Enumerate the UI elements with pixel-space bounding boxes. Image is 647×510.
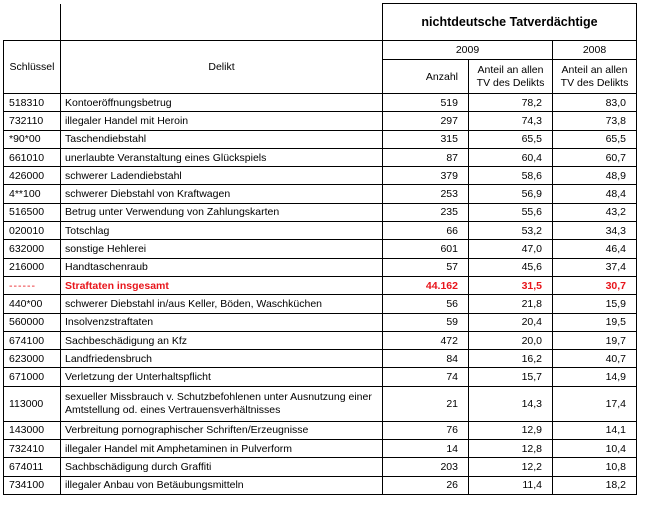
cell-anteil-2009: 58,6 bbox=[469, 167, 553, 185]
cell-anteil-2009: 65,5 bbox=[469, 130, 553, 148]
cell-anteil-2009: 60,4 bbox=[469, 148, 553, 166]
cell-anteil-2008: 10,4 bbox=[553, 440, 637, 458]
cell-anteil-2008: 19,7 bbox=[553, 331, 637, 349]
cell-anteil-2009: 74,3 bbox=[469, 112, 553, 130]
cell-key: 632000 bbox=[4, 240, 61, 258]
cell-anzahl: 14 bbox=[383, 440, 469, 458]
cell-key: 732410 bbox=[4, 440, 61, 458]
cell-anteil-2008: 30,7 bbox=[553, 276, 637, 294]
cell-delikt: schwerer Ladendiebstahl bbox=[61, 167, 383, 185]
column-header-anteil-2008: Anteil an allen TV des Delikts bbox=[553, 60, 637, 94]
cell-anteil-2009: 20,0 bbox=[469, 331, 553, 349]
cell-anteil-2008: 19,5 bbox=[553, 313, 637, 331]
cell-anteil-2008: 14,1 bbox=[553, 421, 637, 439]
cell-key: 674100 bbox=[4, 331, 61, 349]
cell-anteil-2009: 78,2 bbox=[469, 94, 553, 112]
cell-delikt: Verletzung der Unterhaltspflicht bbox=[61, 368, 383, 386]
cell-anteil-2008: 46,4 bbox=[553, 240, 637, 258]
cell-anzahl: 235 bbox=[383, 203, 469, 221]
cell-anteil-2009: 12,2 bbox=[469, 458, 553, 476]
cell-anteil-2009: 16,2 bbox=[469, 350, 553, 368]
cell-anteil-2009: 31,5 bbox=[469, 276, 553, 294]
cell-anteil-2008: 40,7 bbox=[553, 350, 637, 368]
cell-anteil-2009: 45,6 bbox=[469, 258, 553, 276]
cell-anteil-2009: 12,9 bbox=[469, 421, 553, 439]
cell-delikt: Totschlag bbox=[61, 222, 383, 240]
table-row bbox=[4, 476, 637, 494]
cell-anteil-2008: 14,9 bbox=[553, 368, 637, 386]
cell-anteil-2008: 34,3 bbox=[553, 222, 637, 240]
cell-delikt: Insolvenzstraftaten bbox=[61, 313, 383, 331]
cell-key: *90*00 bbox=[4, 130, 61, 148]
cell-delikt: Taschendiebstahl bbox=[61, 130, 383, 148]
table-row bbox=[4, 203, 637, 221]
cell-delikt: sonstige Hehlerei bbox=[61, 240, 383, 258]
cell-delikt: Landfriedensbruch bbox=[61, 350, 383, 368]
cell-key: 4**100 bbox=[4, 185, 61, 203]
table-row bbox=[4, 313, 637, 331]
cell-key: 020010 bbox=[4, 222, 61, 240]
cell-anteil-2008: 10,8 bbox=[553, 458, 637, 476]
year-header-2009: 2009 bbox=[383, 41, 553, 60]
table-row bbox=[4, 458, 637, 476]
cell-key: 426000 bbox=[4, 167, 61, 185]
cell-delikt: schwerer Diebstahl in/aus Keller, Böden, Waschküchen bbox=[61, 295, 383, 313]
cell-delikt: Verbreitung pornographischer Schriften/Erzeugnisse bbox=[61, 421, 383, 439]
table-row bbox=[4, 331, 637, 349]
cell-delikt: schwerer Diebstahl von Kraftwagen bbox=[61, 185, 383, 203]
cell-anteil-2009: 47,0 bbox=[469, 240, 553, 258]
cell-delikt: illegaler Handel mit Heroin bbox=[61, 112, 383, 130]
table-row bbox=[4, 240, 637, 258]
cell-anteil-2008: 48,4 bbox=[553, 185, 637, 203]
table-row bbox=[4, 421, 637, 439]
cell-anteil-2008: 15,9 bbox=[553, 295, 637, 313]
cell-key: 674011 bbox=[4, 458, 61, 476]
column-header-delikt: Delikt bbox=[61, 41, 383, 94]
cell-anzahl: 87 bbox=[383, 148, 469, 166]
cell-anzahl: 297 bbox=[383, 112, 469, 130]
header-row-group bbox=[4, 4, 637, 41]
cell-anteil-2009: 11,4 bbox=[469, 476, 553, 494]
crime-statistics-table-container bbox=[3, 3, 637, 495]
cell-key: 516500 bbox=[4, 203, 61, 221]
cell-delikt: sexueller Missbrauch v. Schutzbefohlenen unter Ausnutzung einer Amtstellung od. eines Vertrauensverhältnisses bbox=[61, 386, 383, 421]
table-row bbox=[4, 185, 637, 203]
crime-statistics-table bbox=[3, 3, 637, 495]
cell-anzahl: 56 bbox=[383, 295, 469, 313]
table-row bbox=[4, 222, 637, 240]
cell-anzahl: 59 bbox=[383, 313, 469, 331]
cell-key: 661010 bbox=[4, 148, 61, 166]
cell-anzahl: 315 bbox=[383, 130, 469, 148]
cell-anteil-2008: 65,5 bbox=[553, 130, 637, 148]
cell-key: 216000 bbox=[4, 258, 61, 276]
cell-anteil-2009: 56,9 bbox=[469, 185, 553, 203]
cell-anzahl: 74 bbox=[383, 368, 469, 386]
table-row bbox=[4, 350, 637, 368]
column-header-anteil-2009: Anteil an allen TV des Delikts bbox=[469, 60, 553, 94]
cell-anteil-2008: 37,4 bbox=[553, 258, 637, 276]
cell-anteil-2008: 17,4 bbox=[553, 386, 637, 421]
table-row bbox=[4, 130, 637, 148]
cell-anteil-2008: 83,0 bbox=[553, 94, 637, 112]
cell-anteil-2008: 73,8 bbox=[553, 112, 637, 130]
cell-anzahl: 601 bbox=[383, 240, 469, 258]
cell-anteil-2008: 48,9 bbox=[553, 167, 637, 185]
cell-anzahl: 472 bbox=[383, 331, 469, 349]
column-header-anzahl: Anzahl bbox=[383, 60, 469, 94]
cell-delikt: illegaler Handel mit Amphetaminen in Pulverform bbox=[61, 440, 383, 458]
cell-anzahl: 203 bbox=[383, 458, 469, 476]
cell-delikt: illegaler Anbau von Betäubungsmitteln bbox=[61, 476, 383, 494]
cell-anzahl: 26 bbox=[383, 476, 469, 494]
cell-anzahl: 84 bbox=[383, 350, 469, 368]
header-blank-cell-delikt bbox=[61, 4, 383, 41]
cell-anzahl: 66 bbox=[383, 222, 469, 240]
cell-anzahl: 519 bbox=[383, 94, 469, 112]
cell-anteil-2009: 12,8 bbox=[469, 440, 553, 458]
cell-key: ------ bbox=[4, 276, 61, 294]
column-header-key: Schlüssel bbox=[4, 41, 61, 94]
table-row bbox=[4, 167, 637, 185]
cell-anzahl: 57 bbox=[383, 258, 469, 276]
cell-anzahl: 76 bbox=[383, 421, 469, 439]
cell-key: 734100 bbox=[4, 476, 61, 494]
cell-key: 732110 bbox=[4, 112, 61, 130]
cell-anteil-2009: 15,7 bbox=[469, 368, 553, 386]
cell-key: 671000 bbox=[4, 368, 61, 386]
group-title: nichtdeutsche Tatverdächtige bbox=[383, 4, 637, 41]
header-row-years bbox=[4, 41, 637, 60]
table-row bbox=[4, 94, 637, 112]
cell-anzahl: 44.162 bbox=[383, 276, 469, 294]
table-row bbox=[4, 440, 637, 458]
cell-key: 623000 bbox=[4, 350, 61, 368]
year-header-2008: 2008 bbox=[553, 41, 637, 60]
cell-anteil-2009: 20,4 bbox=[469, 313, 553, 331]
cell-anzahl: 21 bbox=[383, 386, 469, 421]
table-row bbox=[4, 386, 637, 421]
cell-delikt: Handtaschenraub bbox=[61, 258, 383, 276]
header-blank-cell-key bbox=[4, 4, 61, 41]
cell-key: 440*00 bbox=[4, 295, 61, 313]
cell-key: 113000 bbox=[4, 386, 61, 421]
cell-anzahl: 253 bbox=[383, 185, 469, 203]
cell-anteil-2008: 18,2 bbox=[553, 476, 637, 494]
table-row bbox=[4, 258, 637, 276]
table-row-total bbox=[4, 276, 637, 294]
table-row bbox=[4, 295, 637, 313]
cell-key: 143000 bbox=[4, 421, 61, 439]
cell-anteil-2009: 14,3 bbox=[469, 386, 553, 421]
cell-anteil-2008: 60,7 bbox=[553, 148, 637, 166]
cell-key: 560000 bbox=[4, 313, 61, 331]
table-row bbox=[4, 368, 637, 386]
cell-key: 518310 bbox=[4, 94, 61, 112]
cell-delikt: Kontoeröffnungsbetrug bbox=[61, 94, 383, 112]
cell-anteil-2009: 55,6 bbox=[469, 203, 553, 221]
cell-delikt: Sachbeschädigung an Kfz bbox=[61, 331, 383, 349]
cell-anzahl: 379 bbox=[383, 167, 469, 185]
table-row bbox=[4, 148, 637, 166]
cell-delikt: Betrug unter Verwendung von Zahlungskarten bbox=[61, 203, 383, 221]
cell-anteil-2008: 43,2 bbox=[553, 203, 637, 221]
table-row bbox=[4, 112, 637, 130]
cell-delikt: Straftaten insgesamt bbox=[61, 276, 383, 294]
cell-delikt: unerlaubte Veranstaltung eines Glückspiels bbox=[61, 148, 383, 166]
cell-delikt: Sachbschädigung durch Graffiti bbox=[61, 458, 383, 476]
cell-anteil-2009: 21,8 bbox=[469, 295, 553, 313]
cell-anteil-2009: 53,2 bbox=[469, 222, 553, 240]
